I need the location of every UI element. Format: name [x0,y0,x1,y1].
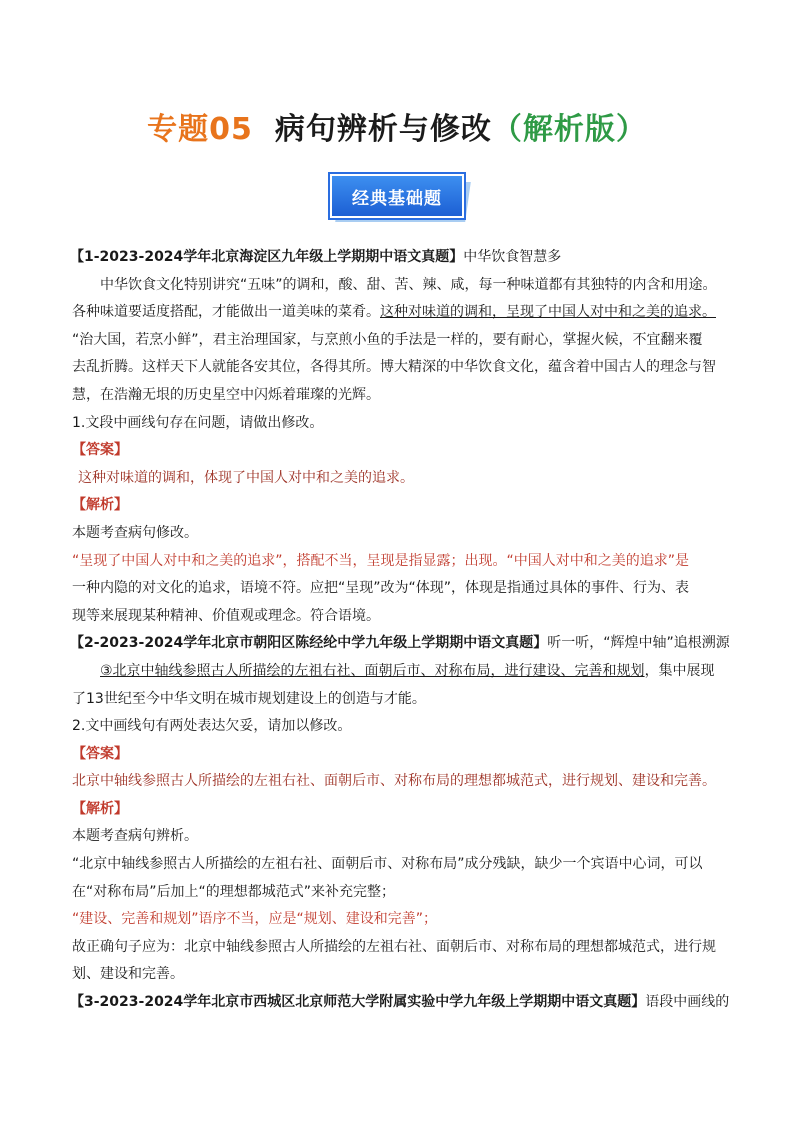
q1-answer-label: 【答案】 [72,442,128,459]
title-topic-number: 专题05 [147,112,253,147]
document-body [72,244,732,1017]
q1-passage-line: “治大国，若烹小鲜”，君主治理国家，与烹煎小鱼的手法是一样的，要有耐心，掌握火候，不宜翻来覆 [72,331,703,348]
q1-source: 【1-2023-2024学年北京海淀区九年级上学期期中语文真题】 [70,249,464,265]
q1-passage-text: 各种味道要适度搭配，才能做出一道美味的菜肴。 [72,304,380,321]
q3-topic: 语段中画线的 [645,994,730,1011]
q1-passage-line: 中华饮食文化特别讲究“五味”的调和，酸、甜、苦、辣、咸，每一种味道都有其独特的内含和用途。 [100,276,717,293]
q3-source: 【3-2023-2024学年北京市西城区北京师范大学附属实验中学九年级上学期期中语文真题】 [70,994,646,1011]
q2-passage-line: 了13世纪至今中华文明在城市规划建设上的创造与才能。 [72,690,426,707]
q1-analysis-line: 本题考查病句修改。 [72,524,198,541]
q1-answer: 这种对味道的调和，体现了中国人对中和之美的追求。 [78,469,414,486]
q1-header [70,244,732,272]
q2-analysis-line: “北京中轴线参照古人所描绘的左祖右社、面朝后市、对称布局”成分残缺，缺少一个宾语中心词，可以 [72,856,703,873]
q1-analysis-line: “呈现了中国人对中和之美的追求”，搭配不当，呈现是指显露；出现。“中国人对中和之美的追求”是 [72,552,690,569]
q2-answer: 北京中轴线参照古人所描绘的左祖右社、面朝后市、对称布局的理想都城范式，进行规划、建设和完善。 [72,773,716,790]
title-topic-name: 病句辨析与修改 [274,112,492,147]
q2-analysis-line: 本题考查病句辨析。 [72,828,198,845]
q2-source: 【2-2023-2024学年北京市朝阳区陈经纶中学九年级上学期期中语文真题】 [70,635,548,652]
q2-analysis-line: 划、建设和完善。 [72,966,184,983]
q2-topic: 听一听，“辉煌中轴”追根溯源 [547,635,730,652]
q2-passage-text: ，集中展现 [644,662,715,679]
q1-question: 1.文段中画线句存在问题，请做出修改。 [72,414,324,431]
q2-analysis-label: 【解析】 [72,800,128,817]
page-title [0,104,794,148]
q1-topic: 中华饮食智慧多 [463,249,562,265]
q2-analysis-line: “建设、完善和规划”语序不当，应是“规划、建设和完善”； [72,911,438,928]
q1-underlined-sentence: 这种对味道的调和，呈现了中国人对中和之美的追求。 [380,304,716,321]
title-edition: （解析版） [491,112,647,147]
q2-question: 2.文中画线句有两处表达欠妥，请加以修改。 [72,718,352,735]
q1-analysis-label: 【解析】 [72,497,128,514]
q1-passage-line [72,299,732,327]
q1-passage-line: 去乱折腾。这样天下人就能各安其位，各得其所。博大精深的中华饮食文化，蕴含着中国古人的理念与智 [72,359,716,376]
q2-header [70,630,732,658]
q2-passage-line [72,658,732,686]
q2-analysis-line: 故正确句子应为：北京中轴线参照古人所描绘的左祖右社、面朝后市、对称布局的理想都城范式，进行规 [72,938,716,955]
q1-passage-line: 慧，在浩瀚无垠的历史星空中闪烁着璀璨的光辉。 [72,386,380,403]
banner-label: 经典基础题 [330,174,464,218]
q2-analysis-line: 在“对称布局”后加上“的理想都城范式”来补充完整； [72,883,396,900]
q3-header [70,989,732,1017]
q2-answer-label: 【答案】 [72,745,128,762]
section-banner [330,174,470,224]
q2-underlined-sentence: ③北京中轴线参照古人所描绘的左祖右社、面朝后市、对称布局，进行建设、完善和规划 [100,662,645,679]
q1-analysis-line: 一种内隐的对文化的追求，语境不符。应把“呈现”改为“体现”，体现是指通过具体的事件、行为、表 [72,580,690,597]
q1-analysis-line: 现等来展现某种精神、价值观或理念。符合语境。 [72,607,380,624]
